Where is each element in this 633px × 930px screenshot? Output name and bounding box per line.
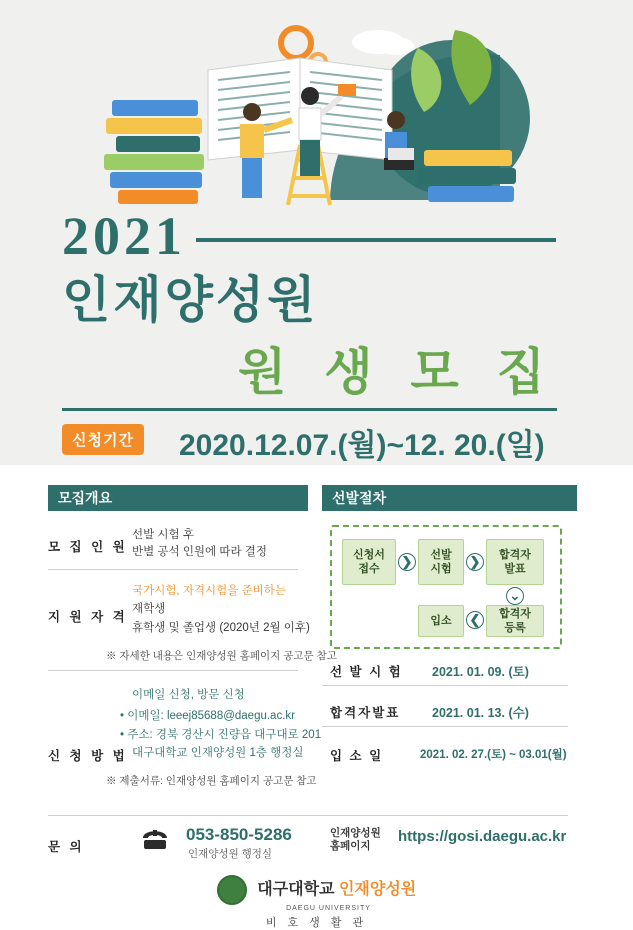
flow-node-registration — [486, 605, 544, 637]
illustration-books-and-people — [0, 0, 633, 215]
application-period — [62, 420, 572, 460]
telephone-icon — [140, 827, 170, 851]
value-eligibility-line2: 재학생 — [132, 603, 166, 615]
flow-node-exam-line2: 시험 — [430, 563, 452, 575]
divider-2 — [48, 670, 298, 671]
year-divider — [196, 238, 556, 242]
value-method-address2: 대구대학교 인재양성원 1층 행정실 — [132, 747, 304, 759]
section-header-procedure: 선발절차 — [322, 485, 577, 511]
poster-year: 2021 — [62, 206, 186, 266]
website-label-line1: 인재양성원 — [330, 827, 381, 839]
label-result-date: 합격자발표 — [330, 706, 401, 720]
note-method: ※ 제출서류: 인재양성원 홈페이지 공고문 참고 — [106, 775, 317, 787]
flow-arrow-1: ❯ — [398, 553, 416, 571]
application-period-text: 2020.12.07.(월)~12. 20.(일) — [179, 429, 545, 462]
divider-3 — [322, 685, 568, 686]
value-method-line1: 이메일 신청, 방문 신청 — [132, 689, 245, 701]
flow-node-announcement-line2: 발표 — [504, 563, 526, 575]
value-eligibility-line1: 국가시험, 자격시험을 준비하는 — [132, 585, 287, 597]
footer-university: 대구대학교 — [257, 881, 335, 899]
flow-node-application — [342, 539, 396, 585]
value-result-date: 2021. 01. 13. (수) — [432, 706, 529, 720]
value-method-address: • 주소: 경북 경산시 진량읍 대구대로 201 — [120, 729, 322, 741]
content-area — [0, 465, 633, 915]
divider-4 — [322, 726, 568, 727]
flow-node-entrance-label: 입소 — [430, 615, 452, 627]
poster-title-line1: 인재양성원 — [62, 272, 319, 328]
inquiry-phone: 053-850-5286 — [186, 825, 292, 844]
flow-node-exam-line1: 선발 — [430, 549, 452, 561]
footer-building: 비 호 생 활 관 — [265, 917, 368, 929]
flow-node-announcement — [486, 539, 544, 585]
website-label-line2: 홈페이지 — [330, 840, 371, 852]
note-eligibility: ※ 자세한 내용은 인재양성원 홈페이지 공고문 참고 — [106, 650, 337, 662]
value-exam-date: 2021. 01. 09. (토) — [432, 665, 529, 679]
value-recruit-count-line1: 선발 시험 후 — [132, 529, 194, 541]
website-url[interactable]: https://gosi.daegu.ac.kr — [398, 828, 567, 845]
flow-node-announcement-line1: 합격자 — [499, 549, 531, 561]
footer — [0, 875, 633, 929]
label-eligibility: 지 원 자 격 — [48, 610, 128, 624]
divider-1 — [48, 569, 298, 570]
value-recruit-count-line2: 반별 공석 인원에 따라 결정 — [132, 546, 267, 558]
selection-flow-diagram — [330, 525, 562, 649]
title-divider — [62, 408, 557, 411]
flow-arrow-2: ❯ — [466, 553, 484, 571]
footer-institute: 인재양성원 — [338, 881, 417, 899]
flow-arrow-3: ❮ — [466, 611, 484, 629]
label-exam-date: 선 발 시 험 — [330, 665, 403, 679]
value-method-email: • 이메일: leeej85688@daegu.ac.kr — [120, 710, 295, 722]
flow-arrow-down: ⌄ — [506, 587, 524, 605]
poster-title-line2: 원 생 모 집 — [238, 344, 557, 400]
flow-node-registration-line2: 등록 — [504, 622, 526, 634]
inquiry-phone-sub: 인재양성원 행정실 — [188, 848, 273, 860]
flow-node-exam — [418, 539, 464, 585]
university-emblem-icon — [217, 875, 247, 905]
label-inquiry: 문 의 — [48, 840, 85, 854]
flow-node-application-line2: 접수 — [358, 563, 380, 575]
value-entrance-date: 2021. 02. 27.(토) ~ 03.01(월) — [420, 749, 567, 761]
flow-node-application-line1: 신청서 — [353, 549, 385, 561]
footer-university-english: DAEGU UNIVERSITY — [286, 905, 371, 912]
value-eligibility-line3: 휴학생 및 졸업생 (2020년 2월 이후) — [132, 622, 310, 634]
section-header-overview: 모집개요 — [48, 485, 308, 511]
flow-node-entrance — [418, 605, 464, 637]
label-application-method: 신 청 방 법 — [48, 749, 128, 763]
application-period-badge: 신청기간 — [62, 424, 144, 455]
flow-node-registration-line1: 합격자 — [499, 608, 531, 620]
label-entrance-date: 입 소 일 — [330, 749, 384, 763]
contact-divider — [48, 815, 568, 816]
label-recruit-count: 모 집 인 원 — [48, 540, 128, 554]
